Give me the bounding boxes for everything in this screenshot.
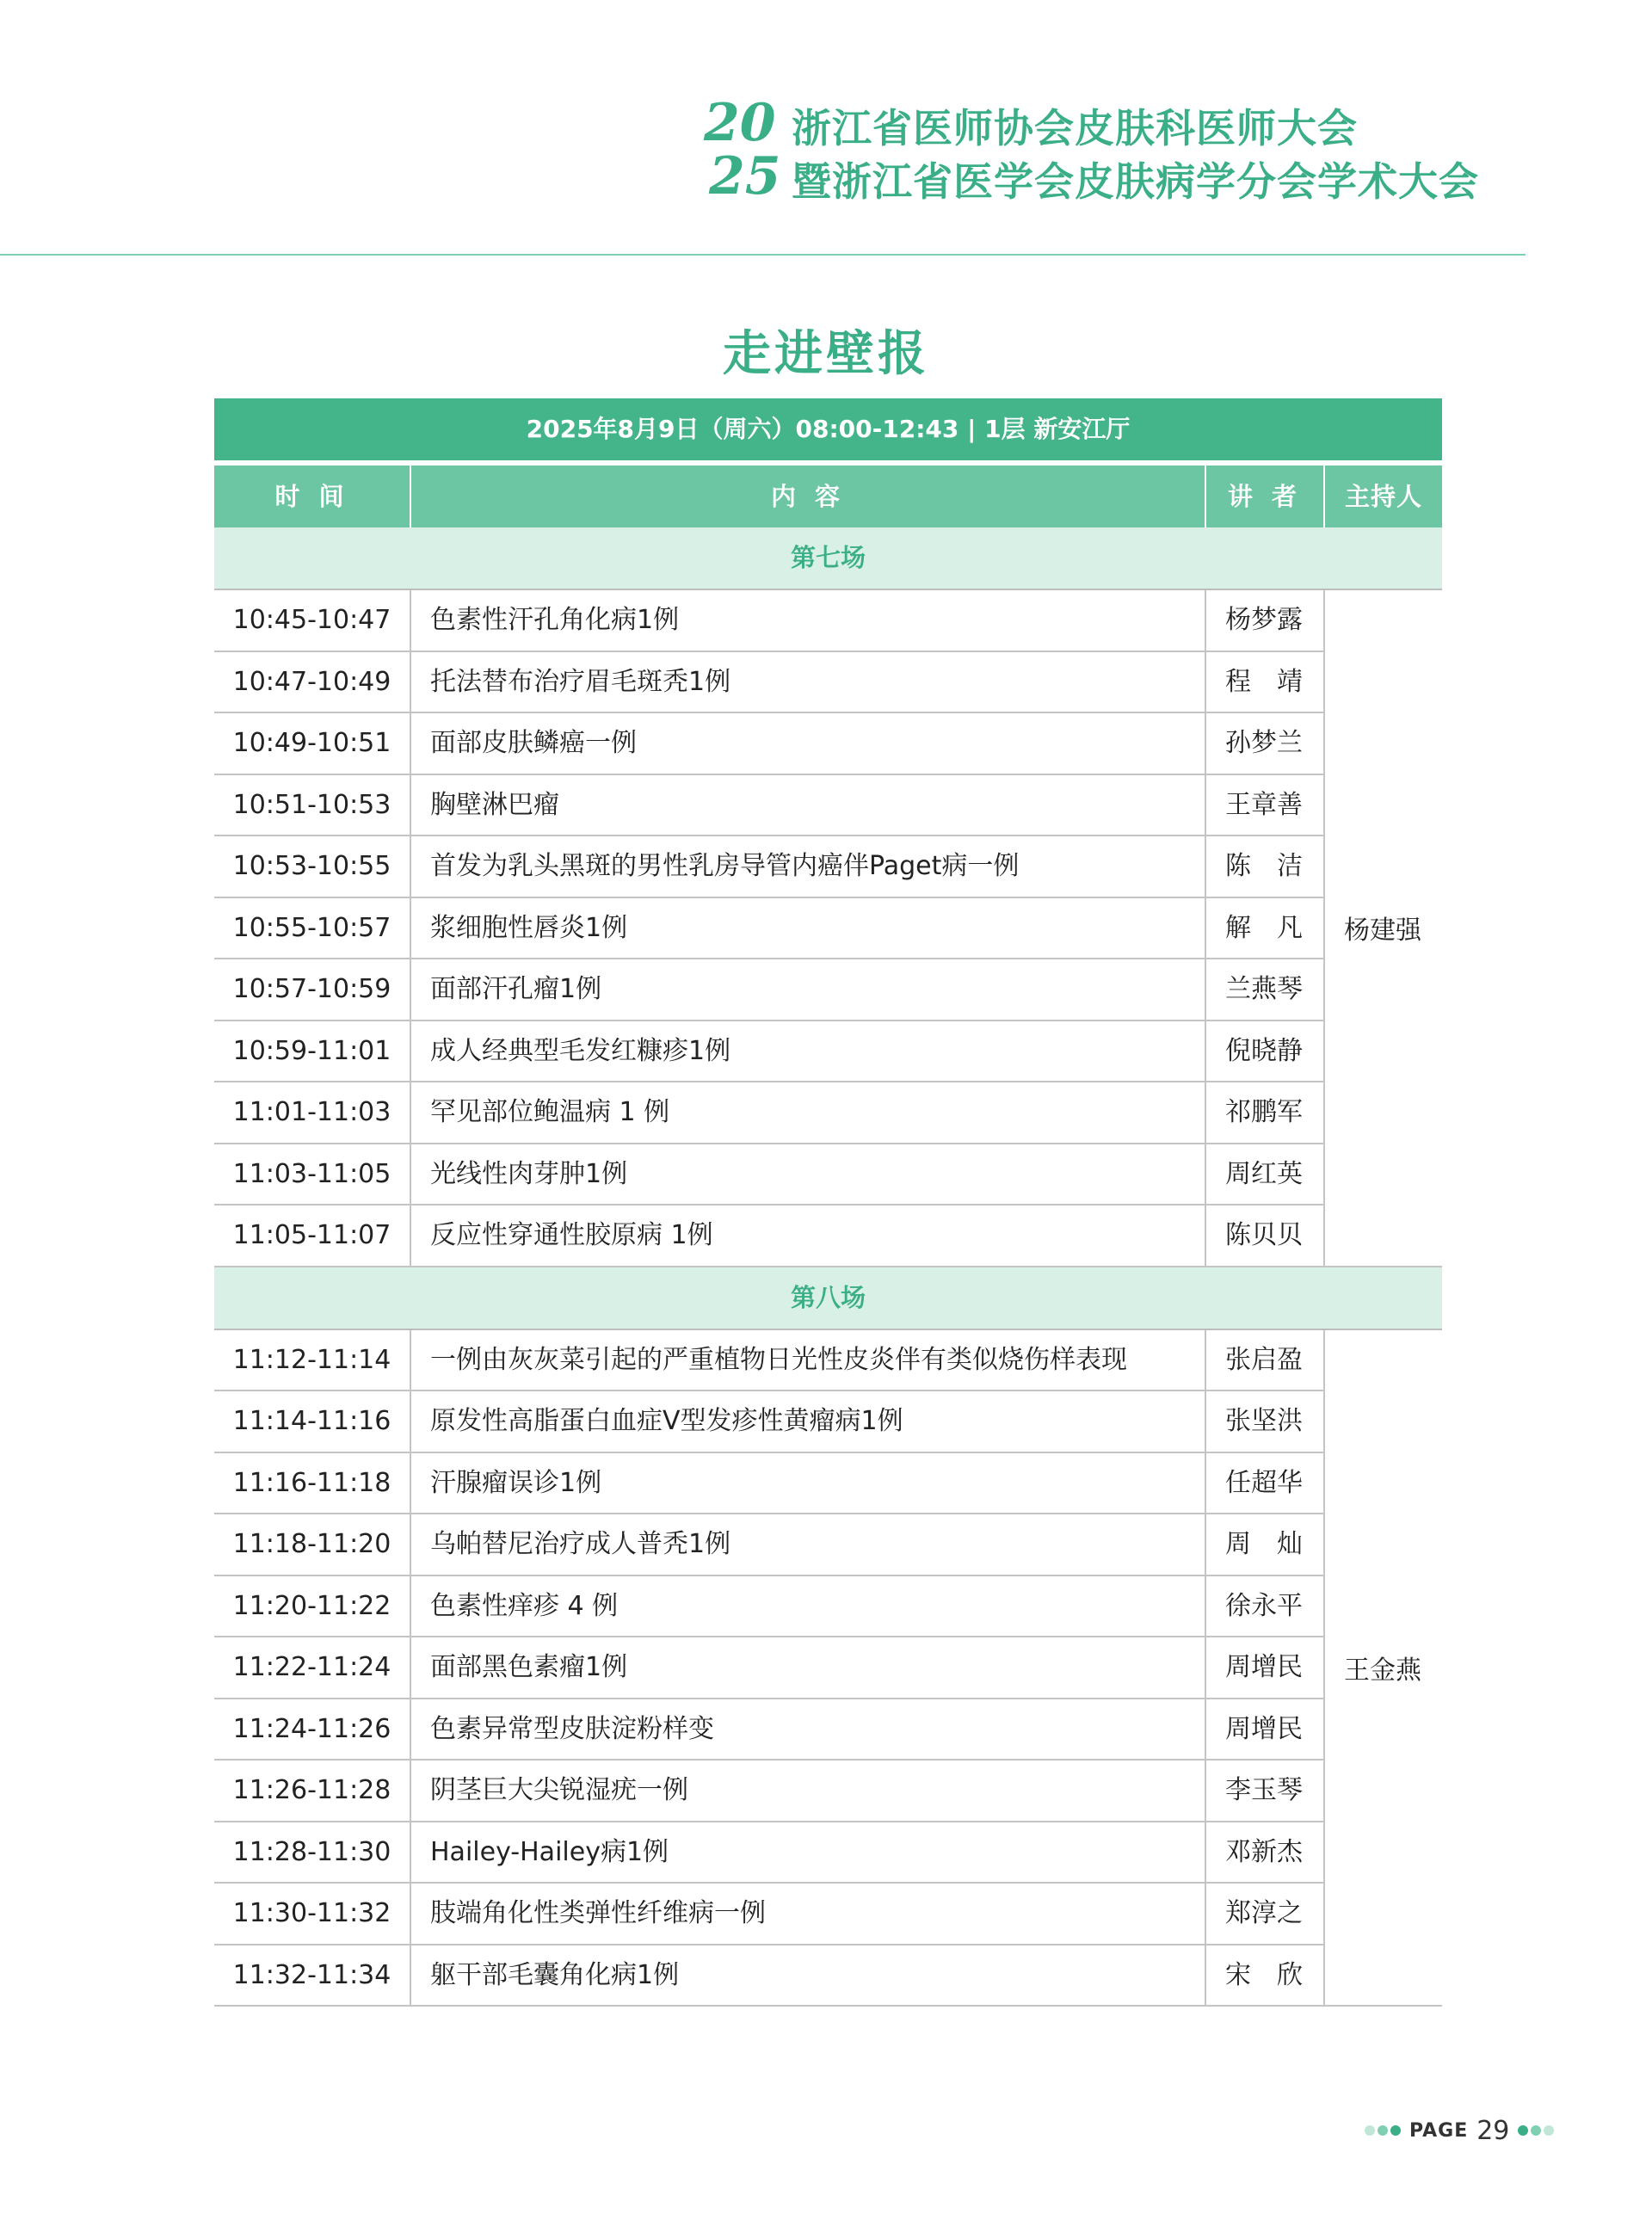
conference-title — [792, 102, 1479, 208]
host-cell: 王金燕 — [1325, 1330, 1442, 2007]
content-cell: 胸壁淋巴瘤 — [411, 775, 1206, 836]
page-number: 29 — [1476, 2115, 1510, 2146]
speaker-cell: 孙梦兰 — [1206, 713, 1325, 774]
column-header-row — [214, 466, 1442, 527]
sessions-container — [214, 527, 1442, 2007]
time-cell: 11:03-11:05 — [214, 1144, 411, 1205]
column-header-content: 内 容 — [411, 466, 1206, 527]
time-cell: 11:24-11:26 — [214, 1699, 411, 1760]
column-header-time: 时 间 — [214, 466, 411, 527]
page-title: 走进壁报 — [723, 326, 929, 382]
speaker-cell: 陈贝贝 — [1206, 1205, 1325, 1266]
session-body — [214, 1330, 1442, 2007]
conference-title-line1: 浙江省医师协会皮肤科医师大会 — [792, 105, 1358, 151]
session-title: 第七场 — [214, 527, 1442, 590]
speaker-cell: 倪晓静 — [1206, 1021, 1325, 1082]
speaker-cell: 周红英 — [1206, 1144, 1325, 1205]
table-row — [214, 1760, 1325, 1822]
content-cell: 色素异常型皮肤淀粉样变 — [411, 1699, 1206, 1760]
table-row — [214, 652, 1325, 714]
content-cell: 托法替布治疗眉毛斑秃1例 — [411, 652, 1206, 712]
speaker-cell: 周增民 — [1206, 1637, 1325, 1698]
time-cell: 10:53-10:55 — [214, 836, 411, 897]
speaker-cell: 徐永平 — [1206, 1576, 1325, 1637]
table-row — [214, 1945, 1325, 2007]
content-cell: 阴茎巨大尖锐湿疣一例 — [411, 1760, 1206, 1821]
session-body — [214, 590, 1442, 1267]
speaker-cell: 程 靖 — [1206, 652, 1325, 712]
schedule-table — [214, 398, 1442, 2007]
time-cell: 10:59-11:01 — [214, 1021, 411, 1082]
time-cell: 10:45-10:47 — [214, 590, 411, 651]
speaker-cell: 周 灿 — [1206, 1514, 1325, 1575]
content-cell: 面部汗孔瘤1例 — [411, 959, 1206, 1020]
footer-right-dots-icon — [1518, 2125, 1554, 2136]
content-cell: Hailey-Hailey病1例 — [411, 1822, 1206, 1883]
year-logo-bottom: 25 — [709, 146, 781, 207]
content-cell: 色素性汗孔角化病1例 — [411, 590, 1206, 651]
content-cell: 光线性肉芽肿1例 — [411, 1144, 1206, 1205]
table-row — [214, 1330, 1325, 1392]
column-header-host: 主持人 — [1344, 482, 1422, 511]
content-cell: 反应性穿通性胶原病 1例 — [411, 1205, 1206, 1266]
content-cell: 汗腺瘤误诊1例 — [411, 1453, 1206, 1514]
content-cell: 首发为乳头黑斑的男性乳房导管内癌伴Paget病一例 — [411, 836, 1206, 897]
speaker-cell: 李玉琴 — [1206, 1760, 1325, 1821]
content-cell: 躯干部毛囊角化病1例 — [411, 1945, 1206, 2006]
time-cell: 11:30-11:32 — [214, 1884, 411, 1944]
content-cell: 面部皮肤鳞癌一例 — [411, 713, 1206, 774]
table-row — [214, 1205, 1325, 1267]
time-cell: 11:26-11:28 — [214, 1760, 411, 1821]
schedule-banner: 2025年8月9日（周六）08:00-12:43 | 1层 新安江厅 — [214, 398, 1442, 460]
table-row — [214, 1391, 1325, 1453]
page-label: PAGE — [1409, 2119, 1469, 2142]
time-cell: 10:57-10:59 — [214, 959, 411, 1020]
speaker-cell: 张坚洪 — [1206, 1391, 1325, 1452]
session-title: 第八场 — [214, 1267, 1442, 1330]
speaker-cell: 解 凡 — [1206, 898, 1325, 959]
table-row — [214, 1637, 1325, 1699]
content-cell: 成人经典型毛发红糠疹1例 — [411, 1021, 1206, 1082]
table-row — [214, 590, 1325, 652]
speaker-cell: 王章善 — [1206, 775, 1325, 836]
column-header-speaker: 讲 者 — [1206, 466, 1325, 527]
time-cell: 11:01-11:03 — [214, 1082, 411, 1143]
speaker-cell: 邓新杰 — [1206, 1822, 1325, 1883]
table-row — [214, 1514, 1325, 1576]
content-cell: 一例由灰灰菜引起的严重植物日光性皮炎伴有类似烧伤样表现 — [411, 1330, 1206, 1390]
host-cell: 杨建强 — [1325, 590, 1442, 1267]
table-row — [214, 898, 1325, 960]
header-divider — [0, 254, 1526, 256]
footer-left-dots-icon — [1365, 2125, 1401, 2136]
speaker-cell: 郑淳之 — [1206, 1884, 1325, 1944]
table-row — [214, 1021, 1325, 1083]
table-row — [214, 1884, 1325, 1945]
speaker-cell: 杨梦露 — [1206, 590, 1325, 651]
table-row — [214, 775, 1325, 837]
table-row — [214, 959, 1325, 1021]
year-logo-top: 20 — [704, 93, 776, 153]
content-cell: 乌帕替尼治疗成人普秃1例 — [411, 1514, 1206, 1575]
speaker-cell: 张启盈 — [1206, 1330, 1325, 1390]
table-row — [214, 713, 1325, 775]
speaker-cell: 周增民 — [1206, 1699, 1325, 1760]
time-cell: 11:16-11:18 — [214, 1453, 411, 1514]
time-cell: 10:47-10:49 — [214, 652, 411, 712]
content-cell: 浆细胞性唇炎1例 — [411, 898, 1206, 959]
time-cell: 11:22-11:24 — [214, 1637, 411, 1698]
table-row — [214, 1144, 1325, 1206]
time-cell: 10:51-10:53 — [214, 775, 411, 836]
content-cell: 罕见部位鲍温病 1 例 — [411, 1082, 1206, 1143]
table-row — [214, 1576, 1325, 1638]
table-row — [214, 1822, 1325, 1884]
time-cell: 11:20-11:22 — [214, 1576, 411, 1637]
speaker-cell: 兰燕琴 — [1206, 959, 1325, 1020]
speaker-cell: 任超华 — [1206, 1453, 1325, 1514]
time-cell: 11:28-11:30 — [214, 1822, 411, 1883]
table-row — [214, 836, 1325, 898]
content-cell: 色素性痒疹 4 例 — [411, 1576, 1206, 1637]
time-cell: 11:05-11:07 — [214, 1205, 411, 1266]
table-row — [214, 1082, 1325, 1144]
time-cell: 11:18-11:20 — [214, 1514, 411, 1575]
time-cell: 10:49-10:51 — [214, 713, 411, 774]
time-cell: 11:12-11:14 — [214, 1330, 411, 1390]
conference-title-line2: 暨浙江省医学会皮肤病学分会学术大会 — [792, 158, 1479, 205]
page-footer — [1365, 2113, 1554, 2148]
time-cell: 10:55-10:57 — [214, 898, 411, 959]
content-cell: 原发性高脂蛋白血症Ⅴ型发疹性黄瘤病1例 — [411, 1391, 1206, 1452]
time-cell: 11:32-11:34 — [214, 1945, 411, 2006]
year-logo — [704, 93, 790, 215]
content-cell: 肢端角化性类弹性纤维病一例 — [411, 1884, 1206, 1944]
table-row — [214, 1699, 1325, 1761]
table-row — [214, 1453, 1325, 1515]
speaker-cell: 祁鹏军 — [1206, 1082, 1325, 1143]
content-cell: 面部黑色素瘤1例 — [411, 1637, 1206, 1698]
speaker-cell: 陈 洁 — [1206, 836, 1325, 897]
time-cell: 11:14-11:16 — [214, 1391, 411, 1452]
speaker-cell: 宋 欣 — [1206, 1945, 1325, 2006]
